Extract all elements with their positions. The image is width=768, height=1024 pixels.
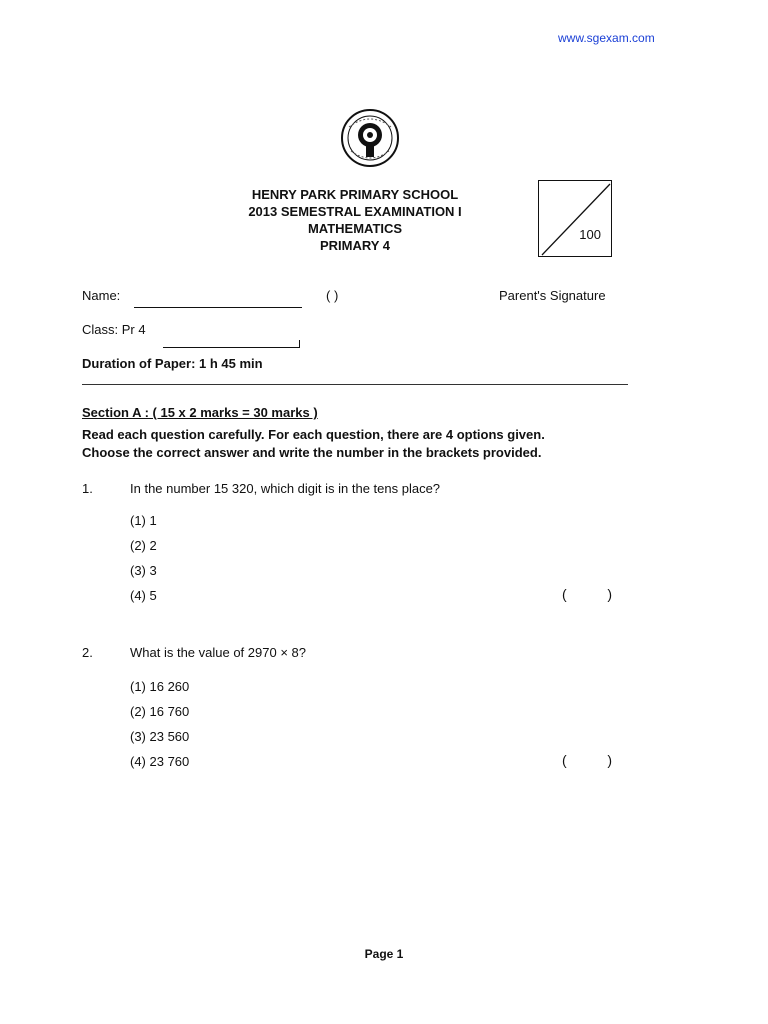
instruction-line-1: Read each question carefully. For each question, there are 4 options given.	[82, 427, 545, 442]
question-number: 1.	[82, 481, 93, 496]
divider	[82, 384, 628, 385]
exam-title: 2013 SEMESTRAL EXAMINATION I	[248, 204, 462, 219]
option-item: (3) 23 560	[130, 729, 190, 744]
section-title: Section A : ( 15 x 2 marks = 30 marks )	[82, 405, 318, 420]
school-name: HENRY PARK PRIMARY SCHOOL	[251, 187, 459, 202]
score-box	[538, 180, 612, 257]
question-text: What is the value of 2970 × 8?	[130, 645, 306, 660]
option-item: (2) 2	[130, 538, 157, 553]
parent-signature-label: Parent's Signature	[499, 288, 606, 303]
answer-brackets[interactable]	[562, 586, 612, 602]
bracket-open: (	[562, 752, 567, 768]
name-field-line[interactable]	[134, 307, 302, 308]
option-item: (4) 23 760	[130, 754, 190, 769]
exam-header	[200, 186, 510, 254]
watermark-url: www.sgexam.com	[558, 31, 655, 45]
answer-brackets[interactable]	[562, 752, 612, 768]
question-text: In the number 15 320, which digit is in the tens place?	[130, 481, 441, 496]
subject-title: MATHEMATICS	[307, 221, 403, 236]
question-number: 2.	[82, 645, 93, 660]
class-field-line[interactable]	[163, 340, 300, 348]
level-title: PRIMARY 4	[319, 238, 391, 253]
score-total: 100	[579, 227, 601, 242]
page-number: Page 1	[364, 947, 404, 961]
duration-text: Duration of Paper: 1 h 45 min	[82, 356, 263, 371]
school-crest-logo	[335, 107, 405, 169]
option-item: (1) 1	[130, 513, 157, 528]
option-item: (1) 16 260	[130, 679, 190, 694]
class-label: Class: Pr 4	[82, 322, 146, 337]
bracket-close: )	[607, 752, 612, 768]
bracket-close: )	[607, 586, 612, 602]
index-number-brackets: ( )	[326, 288, 339, 303]
option-item: (4) 5	[130, 588, 157, 603]
instruction-line-2: Choose the correct answer and write the number in the brackets provided.	[82, 445, 542, 460]
name-label: Name:	[82, 288, 121, 303]
option-item: (2) 16 760	[130, 704, 190, 719]
option-item: (3) 3	[130, 563, 157, 578]
bracket-open: (	[562, 586, 567, 602]
